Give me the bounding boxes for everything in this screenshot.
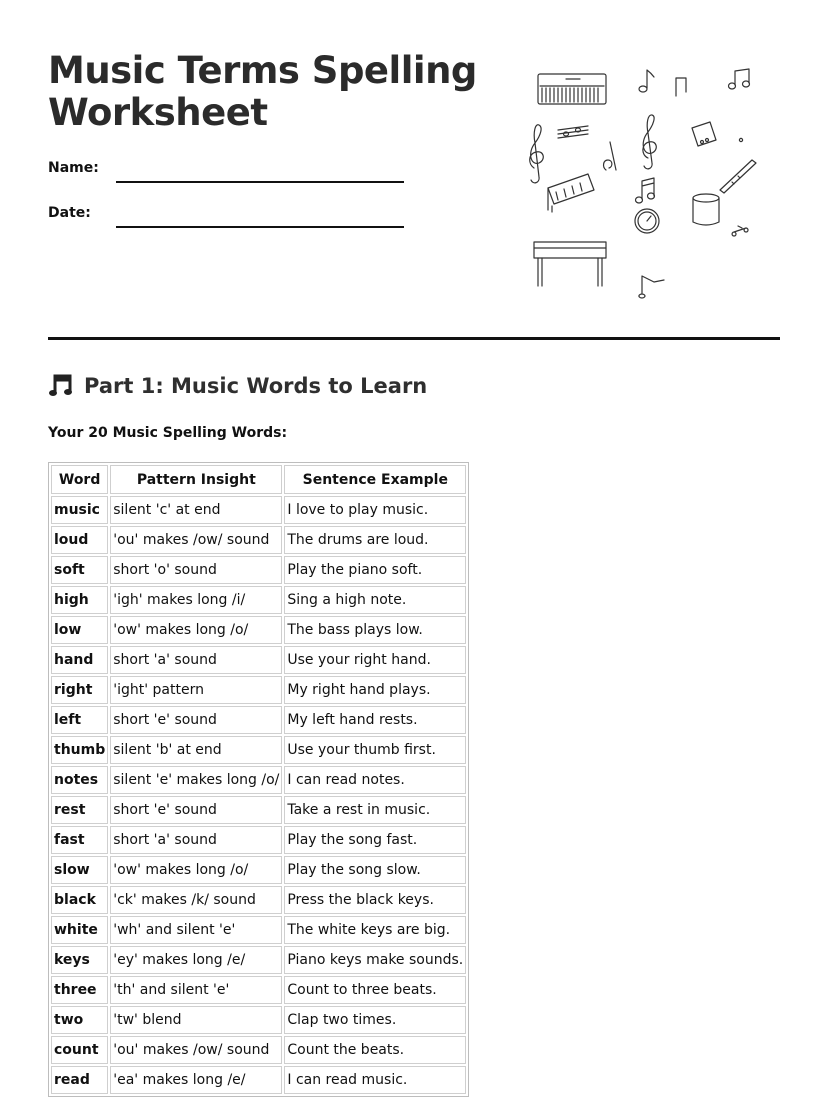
tilted-keyboard-icon [548, 174, 594, 212]
word-cell: rest [51, 796, 108, 824]
table-row [51, 886, 466, 914]
sentence-cell: Clap two times. [284, 1006, 466, 1034]
word-cell: black [51, 886, 108, 914]
keyboard-doodle-icon [538, 74, 606, 104]
part1-heading [48, 373, 427, 399]
sentence-cell: The white keys are big. [284, 916, 466, 944]
word-cell: slow [51, 856, 108, 884]
word-cell: soft [51, 556, 108, 584]
music-doodles-illustration [520, 58, 780, 303]
beamed-pair-icon [729, 69, 750, 89]
pattern-cell: 'wh' and silent 'e' [110, 916, 282, 944]
table-row [51, 976, 466, 1004]
pattern-cell: 'ea' makes long /e/ [110, 1066, 282, 1094]
beamed-notes-icon [48, 373, 74, 399]
note-outline-icon [676, 78, 686, 96]
word-cell: fast [51, 826, 108, 854]
pattern-cell: silent 'b' at end [110, 736, 282, 764]
word-cell: two [51, 1006, 108, 1034]
word-cell: low [51, 616, 108, 644]
table-row [51, 856, 466, 884]
sentence-cell: Use your right hand. [284, 646, 466, 674]
pattern-cell: short 'a' sound [110, 646, 282, 674]
pattern-cell: 'ou' makes /ow/ sound [110, 526, 282, 554]
table-row [51, 946, 466, 974]
header-pattern-insight: Pattern Insight [110, 465, 282, 494]
pattern-cell: short 'a' sound [110, 826, 282, 854]
drum-icon [692, 122, 716, 146]
word-cell: high [51, 586, 108, 614]
sentence-cell: My left hand rests. [284, 706, 466, 734]
sentence-cell: Play the piano soft. [284, 556, 466, 584]
date-line[interactable] [116, 226, 404, 228]
pattern-cell: short 'o' sound [110, 556, 282, 584]
header-word: Word [51, 465, 108, 494]
flute-icon [720, 160, 756, 193]
tiny-notes-icon [732, 226, 748, 236]
header-sentence-example: Sentence Example [284, 465, 466, 494]
dot-icon [739, 138, 742, 141]
table-row [51, 826, 466, 854]
word-cell: loud [51, 526, 108, 554]
treble-clef-icon [530, 125, 544, 183]
pattern-cell: 'ou' makes /ow/ sound [110, 1036, 282, 1064]
table-row [51, 556, 466, 584]
table-row [51, 1006, 466, 1034]
piano-icon [534, 242, 606, 286]
sentence-cell: I love to play music. [284, 496, 466, 524]
pattern-cell: 'ck' makes /k/ sound [110, 886, 282, 914]
table-row [51, 916, 466, 944]
table-row [51, 796, 466, 824]
section-divider [48, 337, 780, 340]
pattern-cell: 'igh' makes long /i/ [110, 586, 282, 614]
pattern-cell: 'ow' makes long /o/ [110, 856, 282, 884]
sentence-cell: Count to three beats. [284, 976, 466, 1004]
staff-doodle-icon [558, 126, 588, 138]
sentence-cell: Count the beats. [284, 1036, 466, 1064]
sentence-cell: My right hand plays. [284, 676, 466, 704]
name-line[interactable] [116, 181, 404, 183]
word-cell: three [51, 976, 108, 1004]
beamed-notes-center-icon [636, 178, 655, 203]
table-row [51, 1066, 466, 1094]
sentence-cell: I can read notes. [284, 766, 466, 794]
sentence-cell: Play the song slow. [284, 856, 466, 884]
sentence-cell: Sing a high note. [284, 586, 466, 614]
table-row [51, 496, 466, 524]
sentence-cell: Piano keys make sounds. [284, 946, 466, 974]
table-row [51, 616, 466, 644]
word-cell: keys [51, 946, 108, 974]
table-row [51, 526, 466, 554]
worksheet-title: Music Terms Spelling Worksheet [48, 49, 477, 134]
pattern-cell: 'ight' pattern [110, 676, 282, 704]
sentence-cell: Take a rest in music. [284, 796, 466, 824]
sentence-cell: Use your thumb first. [284, 736, 466, 764]
sentence-cell: Press the black keys. [284, 886, 466, 914]
word-cell: count [51, 1036, 108, 1064]
word-cell: music [51, 496, 108, 524]
name-label: Name: [48, 160, 99, 176]
word-cell: left [51, 706, 108, 734]
small-clef-icon [604, 142, 616, 170]
flag-note-icon [639, 276, 664, 298]
table-header-row [51, 465, 466, 494]
date-label: Date: [48, 205, 91, 221]
treble-clef-icon-2 [643, 115, 656, 169]
word-cell: notes [51, 766, 108, 794]
pattern-cell: 'th' and silent 'e' [110, 976, 282, 1004]
part1-heading-text: Part 1: Music Words to Learn [84, 374, 428, 398]
table-row [51, 706, 466, 734]
pattern-cell: 'tw' blend [110, 1006, 282, 1034]
cylinder-drum-icon [693, 194, 719, 225]
sentence-cell: The bass plays low. [284, 616, 466, 644]
word-cell: right [51, 676, 108, 704]
pattern-cell: 'ey' makes long /e/ [110, 946, 282, 974]
table-row [51, 646, 466, 674]
pattern-cell: silent 'c' at end [110, 496, 282, 524]
pattern-cell: 'ow' makes long /o/ [110, 616, 282, 644]
sentence-cell: I can read music. [284, 1066, 466, 1094]
eighth-note-icon [639, 70, 654, 92]
pattern-cell: silent 'e' makes long /o/ [110, 766, 282, 794]
sentence-cell: The drums are loud. [284, 526, 466, 554]
word-cell: read [51, 1066, 108, 1094]
word-cell: thumb [51, 736, 108, 764]
table-row [51, 1036, 466, 1064]
table-row [51, 586, 466, 614]
metronome-dial-icon [635, 209, 659, 233]
word-cell: white [51, 916, 108, 944]
table-row [51, 676, 466, 704]
word-cell: hand [51, 646, 108, 674]
word-list-subheading: Your 20 Music Spelling Words: [48, 425, 288, 441]
spelling-words-table [48, 462, 469, 1097]
pattern-cell: short 'e' sound [110, 796, 282, 824]
table-row [51, 766, 466, 794]
sentence-cell: Play the song fast. [284, 826, 466, 854]
pattern-cell: short 'e' sound [110, 706, 282, 734]
table-row [51, 736, 466, 764]
